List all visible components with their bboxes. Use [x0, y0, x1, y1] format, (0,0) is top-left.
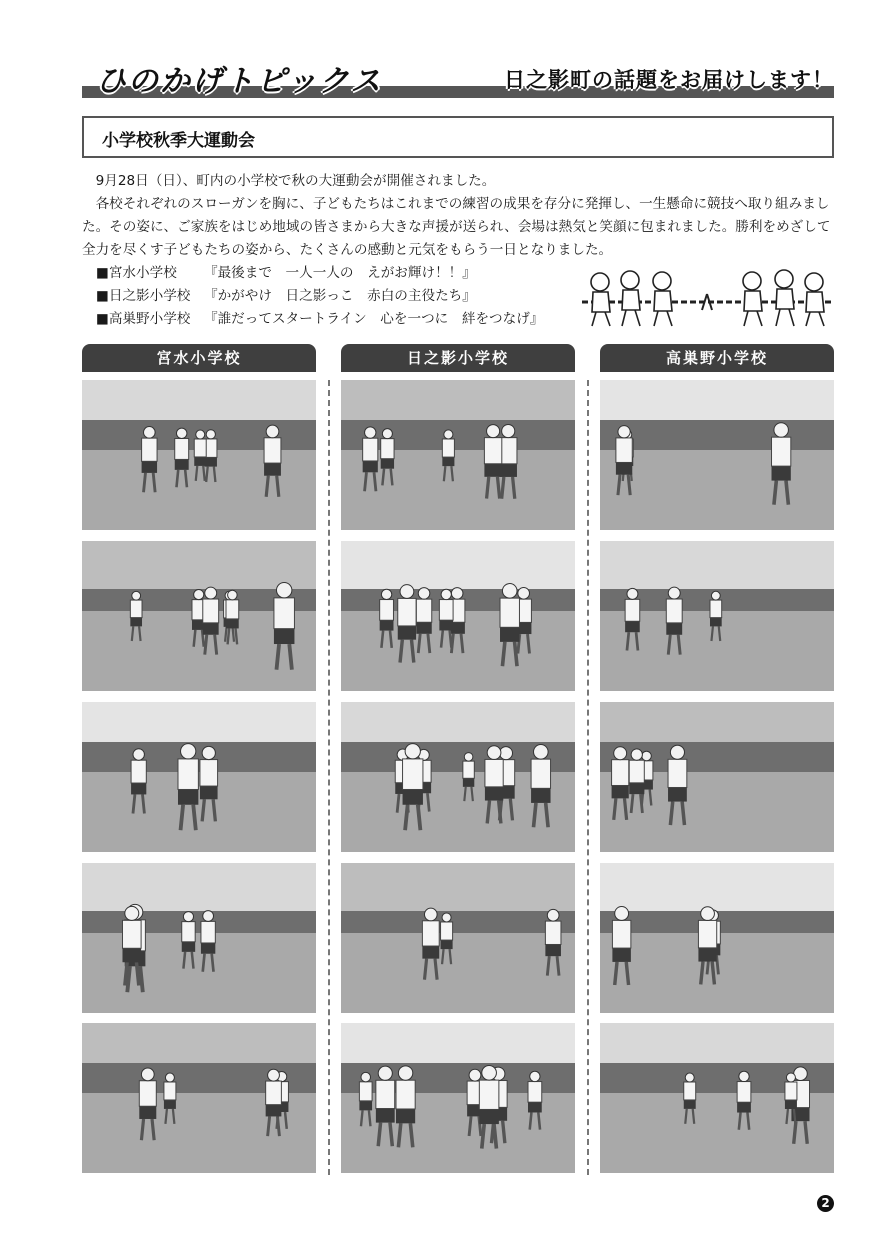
- event-photo-image: [341, 863, 575, 1013]
- event-photo: [341, 702, 575, 852]
- column-divider: [587, 380, 589, 1175]
- event-photo-image: [600, 702, 834, 852]
- article-paragraph: 9月28日（日）、町内の小学校で秋の大運動会が開催されました。: [95, 173, 496, 189]
- column-header-miyamizu: 宮水小学校: [82, 344, 316, 372]
- slogan-school: ■宮水小学校: [96, 265, 177, 281]
- slogan-row: [96, 285, 596, 308]
- column-divider: [328, 380, 330, 1175]
- event-photo-image: [600, 863, 834, 1013]
- section-heading-box: [82, 116, 834, 158]
- article-body: [82, 170, 834, 262]
- event-photo: [341, 863, 575, 1013]
- slogan-school: ■日之影小学校: [96, 288, 191, 304]
- event-photo-image: [82, 380, 316, 530]
- column-header-hinokage: 日之影小学校: [341, 344, 575, 372]
- event-photo-image: [82, 863, 316, 1013]
- event-photo: [82, 702, 316, 852]
- event-photo: [600, 1023, 834, 1173]
- event-photo: [600, 702, 834, 852]
- article-paragraph: 各校それぞれのスローガンを胸に、子どもたちはこれまでの練習の成果を存分に発揮し、一生懸命に競技へ取り組みました。その姿に、ご家族をはじめ地域の皆さまから大きな声援が送られ、会場は熱気と笑顔に包まれました。勝利をめざして全力を尽くす子どもたちの姿から、たくさんの感動と元気をもらう一日となりました。: [82, 196, 831, 258]
- event-photo-image: [341, 380, 575, 530]
- event-photo: [600, 380, 834, 530]
- slogan-text: 『かがやけ 日之影っこ 赤白の主役たち』: [204, 288, 476, 304]
- event-photo: [600, 541, 834, 691]
- event-photo-image: [341, 1023, 575, 1173]
- event-photo: [82, 380, 316, 530]
- event-photo: [600, 863, 834, 1013]
- masthead-subtitle: 日之影町の話題をお届けします！: [504, 68, 834, 92]
- event-photo-image: [600, 1023, 834, 1173]
- masthead-title: ひのかげトピックス: [96, 64, 383, 99]
- event-photo-image: [341, 702, 575, 852]
- masthead: [82, 56, 834, 98]
- event-photo-image: [82, 1023, 316, 1173]
- event-photo-image: [82, 702, 316, 852]
- event-photo-image: [82, 541, 316, 691]
- column-header-takasuno: 高巣野小学校: [600, 344, 834, 372]
- event-photo: [341, 380, 575, 530]
- event-photo-image: [600, 541, 834, 691]
- slogan-text: 『誰だってスタートライン 心を一つに 絆をつなげ』: [204, 311, 544, 327]
- slogan-row: [96, 262, 596, 285]
- event-photo-image: [600, 380, 834, 530]
- tug-of-war-illustration: [580, 268, 834, 330]
- page-number: 2: [817, 1195, 834, 1212]
- slogan-text: 『最後まで 一人一人の えがお輝け！！』: [204, 265, 476, 281]
- event-photo: [341, 541, 575, 691]
- event-photo: [82, 541, 316, 691]
- slogan-row: [96, 308, 596, 331]
- section-title: 小学校秋季大運動会: [102, 131, 255, 151]
- event-photo: [82, 1023, 316, 1173]
- event-photo: [82, 863, 316, 1013]
- event-photo: [341, 1023, 575, 1173]
- slogan-school: ■高巣野小学校: [96, 311, 191, 327]
- event-photo-image: [341, 541, 575, 691]
- slogan-list: [96, 262, 596, 331]
